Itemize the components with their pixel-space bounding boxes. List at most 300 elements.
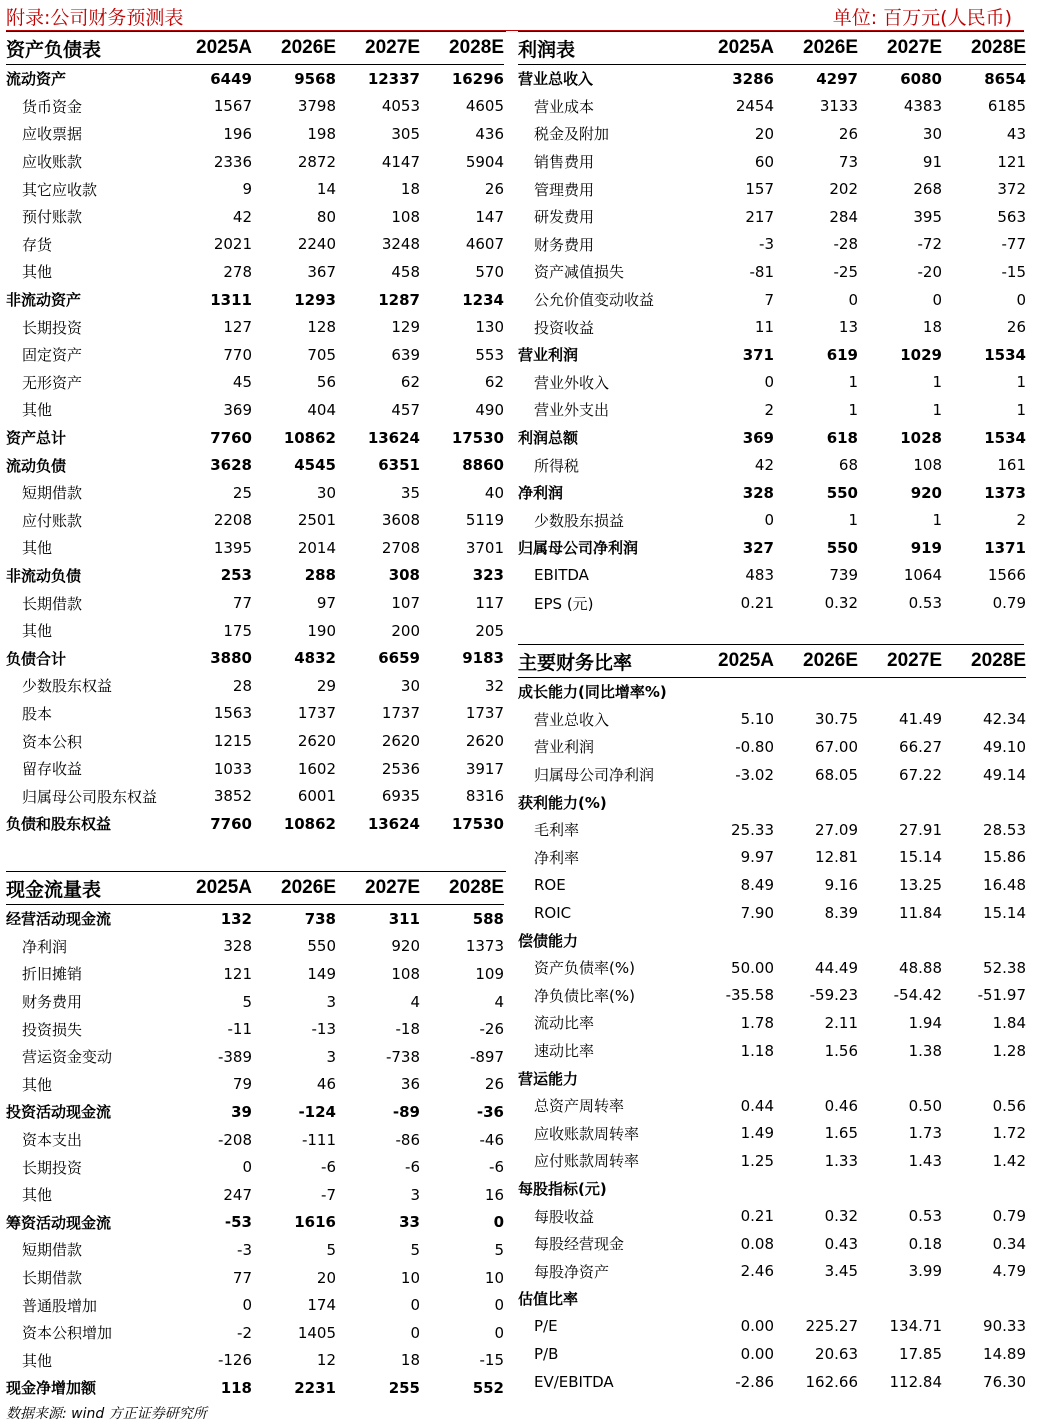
cell-value xyxy=(858,926,942,954)
row-label: 税金及附加 xyxy=(534,125,610,144)
row-label: EV/EBITDA xyxy=(534,1372,614,1391)
cell-value: 395 xyxy=(913,207,942,226)
cell-value: 3798 xyxy=(297,97,336,116)
year-header: 2028E xyxy=(420,32,504,65)
cell-value: 2872 xyxy=(297,152,336,171)
cell-value: 4.79 xyxy=(992,1262,1026,1281)
cell-value: 553 xyxy=(475,345,504,364)
section-row xyxy=(518,1175,1026,1203)
unit-label: 单位: 百万元(人民币) xyxy=(832,7,1012,29)
table-row xyxy=(6,1347,504,1375)
cell-value: -897 xyxy=(469,1047,504,1066)
cell-value xyxy=(942,1175,1026,1203)
cell-value: 490 xyxy=(475,400,504,419)
cell-value: 6185 xyxy=(987,97,1026,116)
income-statement-table xyxy=(518,32,1026,617)
cell-value: 3248 xyxy=(381,235,420,254)
cell-value: 50.00 xyxy=(731,958,774,977)
row-label: 少数股东权益 xyxy=(22,677,113,696)
cell-value: -35.58 xyxy=(725,986,774,1005)
cell-value xyxy=(858,678,942,706)
cell-value: 1737 xyxy=(381,704,420,723)
cell-value: 0.21 xyxy=(740,1207,774,1226)
table-row xyxy=(6,203,504,231)
table-row xyxy=(518,1147,1026,1175)
cell-value: 127 xyxy=(223,318,252,337)
cell-value: 0.46 xyxy=(824,1096,858,1115)
cell-value xyxy=(774,1175,858,1203)
row-label: 无形资产 xyxy=(22,373,83,392)
cell-value: 0 xyxy=(410,1296,420,1315)
cell-value: -738 xyxy=(385,1047,420,1066)
cell-value: 1737 xyxy=(465,704,504,723)
cell-value: 1 xyxy=(848,511,858,530)
cell-value: 0.79 xyxy=(992,1207,1026,1226)
cell-value: -124 xyxy=(298,1102,336,1121)
row-label: 净利润 xyxy=(22,937,68,956)
year-header: 2027E xyxy=(336,872,420,905)
table-row xyxy=(6,1126,504,1154)
cell-value: 175 xyxy=(223,621,252,640)
cell-value: 550 xyxy=(307,937,336,956)
cell-value: -25 xyxy=(833,262,858,281)
cell-value xyxy=(858,1285,942,1313)
cell-value: 162.66 xyxy=(805,1372,858,1391)
cell-value: 217 xyxy=(745,207,774,226)
cell-value: 26 xyxy=(484,1075,504,1094)
cell-value: 3.99 xyxy=(908,1262,942,1281)
table-row xyxy=(6,589,504,617)
cell-value: 16 xyxy=(484,1185,504,1204)
cell-value: 48.88 xyxy=(899,958,942,977)
row-label: 长期投资 xyxy=(22,1158,83,1177)
cell-value: 0.21 xyxy=(740,594,774,613)
cell-value: 4832 xyxy=(294,649,336,668)
cell-value: 2 xyxy=(1016,511,1026,530)
table-row xyxy=(6,507,504,535)
cell-value: 67.22 xyxy=(899,765,942,784)
cell-value: 91 xyxy=(922,152,942,171)
cell-value: 80 xyxy=(316,207,336,226)
cell-value: 68.05 xyxy=(815,765,858,784)
cell-value: 253 xyxy=(220,566,252,585)
cell-value: 8.49 xyxy=(740,875,774,894)
appendix-title: 附录:公司财务预测表 xyxy=(6,7,184,29)
cell-value: 0.50 xyxy=(908,1096,942,1115)
row-label: 营业利润 xyxy=(534,738,595,757)
cell-value: -54.42 xyxy=(893,986,942,1005)
row-label: 净负债比率(%) xyxy=(534,986,635,1005)
cell-value xyxy=(942,1285,1026,1313)
cell-value: 0 xyxy=(494,1323,504,1342)
table-row xyxy=(6,727,504,755)
row-label: 经营活动现金流 xyxy=(6,910,112,929)
cell-value: 5904 xyxy=(465,152,504,171)
cell-value xyxy=(858,1175,942,1203)
row-label: 营业成本 xyxy=(534,97,595,116)
cell-value: 62 xyxy=(400,373,420,392)
cell-value: 77 xyxy=(232,594,252,613)
cell-value: 2240 xyxy=(297,235,336,254)
cell-value: 0 xyxy=(410,1323,420,1342)
row-label: 利润总额 xyxy=(518,429,579,448)
row-label: 投资活动现金流 xyxy=(6,1103,112,1122)
cell-value: 5 xyxy=(326,1240,336,1259)
cell-value: 1.42 xyxy=(992,1151,1026,1170)
income-statement-body xyxy=(518,32,1026,617)
cell-value: 1373 xyxy=(465,937,504,956)
cell-value: -11 xyxy=(227,1020,252,1039)
cell-value: 76.30 xyxy=(983,1372,1026,1391)
table-row xyxy=(6,782,504,810)
cell-value: -3 xyxy=(237,1240,252,1259)
table-row xyxy=(518,1257,1026,1285)
cell-value: 225.27 xyxy=(805,1317,858,1336)
table-row xyxy=(6,396,504,424)
cell-value: 1.72 xyxy=(992,1124,1026,1143)
cell-value: 1 xyxy=(932,400,942,419)
row-label: 固定资产 xyxy=(22,346,83,365)
cell-value: 3608 xyxy=(381,511,420,530)
section-row xyxy=(6,424,504,452)
row-label: 营运资金变动 xyxy=(22,1048,113,1067)
table-row xyxy=(6,1043,504,1071)
year-header: 2028E xyxy=(942,32,1026,65)
cell-value: 7760 xyxy=(210,428,252,447)
table-row xyxy=(518,844,1026,872)
cell-value: 1.43 xyxy=(908,1151,942,1170)
cell-value: 436 xyxy=(475,124,504,143)
row-label: 其他 xyxy=(22,1075,53,1094)
row-label: P/E xyxy=(534,1317,558,1336)
cell-value: -20 xyxy=(917,262,942,281)
row-label: 营业总收入 xyxy=(518,70,594,89)
cell-value: 27.09 xyxy=(815,820,858,839)
cell-value: 128 xyxy=(307,318,336,337)
cell-value: 44.49 xyxy=(815,958,858,977)
table-header-row xyxy=(518,645,1026,678)
cell-value: 9 xyxy=(242,180,252,199)
table-row xyxy=(6,93,504,121)
cell-value: 109 xyxy=(475,964,504,983)
section-row xyxy=(6,65,504,93)
cell-value: 17530 xyxy=(451,428,504,447)
cell-value: 738 xyxy=(304,909,336,928)
cell-value: -15 xyxy=(479,1351,504,1370)
cell-value: 288 xyxy=(304,566,336,585)
cell-value: 205 xyxy=(475,621,504,640)
table-row xyxy=(518,258,1026,286)
row-label: 归属母公司股东权益 xyxy=(22,787,158,806)
cell-value: 14.89 xyxy=(983,1345,1026,1364)
cell-value: 149 xyxy=(307,964,336,983)
table-row xyxy=(518,982,1026,1010)
section-row xyxy=(518,678,1026,706)
balance-sheet-table xyxy=(6,32,504,838)
cell-value: 12337 xyxy=(367,69,420,88)
table-row xyxy=(518,286,1026,314)
year-header: 2026E xyxy=(774,32,858,65)
cell-value: 4 xyxy=(494,992,504,1011)
row-label: EPS (元) xyxy=(534,594,594,613)
cell-value: 0.32 xyxy=(824,1207,858,1226)
cell-value: 0 xyxy=(494,1296,504,1315)
table-row xyxy=(518,1368,1026,1396)
cell-value: -111 xyxy=(301,1130,336,1149)
cell-value: 7 xyxy=(764,290,774,309)
cell-value: -86 xyxy=(395,1130,420,1149)
cell-value: 7760 xyxy=(210,814,252,833)
cell-value: 30 xyxy=(316,483,336,502)
cell-value: -6 xyxy=(321,1158,336,1177)
cell-value: -81 xyxy=(749,262,774,281)
cell-value: 1.38 xyxy=(908,1041,942,1060)
row-label: 负债合计 xyxy=(6,649,67,668)
table-row xyxy=(518,733,1026,761)
cell-value: 739 xyxy=(829,566,858,585)
cell-value: 49.14 xyxy=(983,765,1026,784)
cell-value: 4383 xyxy=(903,97,942,116)
row-label: 应付账款 xyxy=(22,511,83,530)
cell-value: 328 xyxy=(742,483,774,502)
cell-value: 6080 xyxy=(900,69,942,88)
year-header: 2027E xyxy=(336,32,420,65)
row-label: 普通股增加 xyxy=(22,1296,98,1315)
cell-value: 0.53 xyxy=(908,1207,942,1226)
table-row xyxy=(6,700,504,728)
row-label: 每股净资产 xyxy=(534,1262,610,1281)
cell-value: -6 xyxy=(489,1158,504,1177)
table-row xyxy=(518,589,1026,617)
cell-value: 13624 xyxy=(367,814,420,833)
cell-value: -36 xyxy=(476,1102,504,1121)
cell-value xyxy=(858,1064,942,1092)
table-row xyxy=(518,148,1026,176)
cell-value: 2336 xyxy=(213,152,252,171)
cell-value: 35 xyxy=(400,483,420,502)
cell-value: 3852 xyxy=(213,787,252,806)
ratios-body xyxy=(518,645,1026,1395)
cell-value: 920 xyxy=(391,937,420,956)
cell-value: 1405 xyxy=(297,1323,336,1342)
cell-value: 13.25 xyxy=(899,875,942,894)
cell-value xyxy=(942,678,1026,706)
cell-value: -51.97 xyxy=(977,986,1026,1005)
cell-value: 1064 xyxy=(903,566,942,585)
row-label: 管理费用 xyxy=(534,180,595,199)
cell-value: 2.11 xyxy=(824,1013,858,1032)
row-label: 折旧摊销 xyxy=(22,965,83,984)
row-label: 其他 xyxy=(22,263,53,282)
cell-value xyxy=(692,926,774,954)
table-header-row xyxy=(518,32,1026,65)
cell-value: 39 xyxy=(231,1102,252,1121)
table-row xyxy=(518,231,1026,259)
cell-value: 1371 xyxy=(984,538,1026,557)
table-row xyxy=(6,1181,504,1209)
cell-value: 1.73 xyxy=(908,1124,942,1143)
cell-value: 134.71 xyxy=(889,1317,942,1336)
table-row xyxy=(6,960,504,988)
cell-value: 36 xyxy=(400,1075,420,1094)
cell-value: 20 xyxy=(316,1268,336,1287)
table-title: 现金流量表 xyxy=(6,872,170,905)
cell-value: 1.25 xyxy=(740,1151,774,1170)
cell-value: 41.49 xyxy=(899,710,942,729)
table-header-row xyxy=(6,32,504,65)
year-header: 2027E xyxy=(858,645,942,678)
row-label: 营业总收入 xyxy=(534,710,610,729)
cell-value: 457 xyxy=(391,400,420,419)
cell-value: 20.63 xyxy=(815,1345,858,1364)
row-label: 净利润 xyxy=(518,484,564,503)
row-label: 销售费用 xyxy=(534,153,595,172)
cell-value: 1 xyxy=(848,400,858,419)
cell-value: 5119 xyxy=(465,511,504,530)
cell-value: 30.75 xyxy=(815,710,858,729)
table-row xyxy=(518,899,1026,927)
section-row xyxy=(6,810,504,838)
cell-value: 108 xyxy=(391,964,420,983)
row-label: 留存收益 xyxy=(22,760,83,779)
cell-value: 2 xyxy=(764,400,774,419)
cell-value xyxy=(774,678,858,706)
year-header: 2025A xyxy=(170,872,252,905)
cell-value: 29 xyxy=(316,676,336,695)
row-label: 所得税 xyxy=(534,456,580,475)
cell-value: 10 xyxy=(400,1268,420,1287)
cell-value: 3628 xyxy=(210,456,252,475)
cell-value: 0 xyxy=(848,290,858,309)
cell-value: 563 xyxy=(997,207,1026,226)
cell-value: 46 xyxy=(316,1075,336,1094)
cell-value: 308 xyxy=(388,566,420,585)
cell-value: 1.18 xyxy=(740,1041,774,1060)
cell-value: 129 xyxy=(391,318,420,337)
cell-value: 107 xyxy=(391,594,420,613)
section-row xyxy=(518,65,1026,93)
cell-value: 404 xyxy=(307,400,336,419)
cell-value: 2231 xyxy=(294,1378,336,1397)
cell-value: 369 xyxy=(223,400,252,419)
table-row xyxy=(518,706,1026,734)
table-row xyxy=(518,175,1026,203)
cell-value: 570 xyxy=(475,262,504,281)
cell-value: 1373 xyxy=(984,483,1026,502)
cell-value: 6001 xyxy=(297,787,336,806)
year-header: 2027E xyxy=(858,32,942,65)
cell-value: 68 xyxy=(838,456,858,475)
cell-value: 1 xyxy=(1016,400,1026,419)
row-label: 应收票据 xyxy=(22,125,83,144)
year-header: 2025A xyxy=(692,32,774,65)
cell-value: 1566 xyxy=(987,566,1026,585)
cell-value: 0.08 xyxy=(740,1234,774,1253)
section-row xyxy=(6,1209,504,1237)
cell-value: 0 xyxy=(242,1296,252,1315)
row-label: 货币资金 xyxy=(22,97,83,116)
balance-sheet-body xyxy=(6,32,504,838)
cell-value: 2454 xyxy=(735,97,774,116)
cell-value: 5 xyxy=(410,1240,420,1259)
cell-value: 25.33 xyxy=(731,820,774,839)
cell-value: 5 xyxy=(242,992,252,1011)
row-label: 非流动负债 xyxy=(6,566,82,585)
cell-value: 17530 xyxy=(451,814,504,833)
table-row xyxy=(518,954,1026,982)
row-label: 资产总计 xyxy=(6,429,67,448)
cash-flow-panel xyxy=(6,872,504,1402)
cell-value xyxy=(774,926,858,954)
cell-value: 0.18 xyxy=(908,1234,942,1253)
table-row xyxy=(518,369,1026,397)
cell-value: -208 xyxy=(217,1130,252,1149)
table-title: 主要财务比率 xyxy=(518,645,692,678)
cell-value: 11.84 xyxy=(899,903,942,922)
cell-value: 8654 xyxy=(984,69,1026,88)
cell-value: 108 xyxy=(391,207,420,226)
cell-value: -126 xyxy=(217,1351,252,1370)
cell-value: 0 xyxy=(242,1158,252,1177)
row-label: 资本公积 xyxy=(22,732,83,751)
row-label: EBITDA xyxy=(534,566,589,585)
section-row xyxy=(6,905,504,933)
row-label: 负债和股东权益 xyxy=(6,815,112,834)
cell-value xyxy=(692,1285,774,1313)
cell-value: -77 xyxy=(1001,235,1026,254)
cell-value: 16.48 xyxy=(983,875,1026,894)
cell-value: 1215 xyxy=(213,732,252,751)
cell-value: 311 xyxy=(388,909,420,928)
cell-value: 1311 xyxy=(210,290,252,309)
table-row xyxy=(6,369,504,397)
table-row xyxy=(518,562,1026,590)
cell-value: 79 xyxy=(232,1075,252,1094)
cell-value: -3 xyxy=(759,235,774,254)
row-label: 长期借款 xyxy=(22,594,83,613)
row-label: 资产负债率(%) xyxy=(534,959,635,978)
table-row xyxy=(518,313,1026,341)
cell-value: 11 xyxy=(754,318,774,337)
cell-value: -89 xyxy=(392,1102,420,1121)
cell-value: 118 xyxy=(220,1378,252,1397)
cell-value: 3286 xyxy=(732,69,774,88)
table-row xyxy=(518,507,1026,535)
row-label: 偿债能力 xyxy=(518,931,579,950)
cell-value: -13 xyxy=(311,1020,336,1039)
table-row xyxy=(6,1015,504,1043)
table-row xyxy=(518,1230,1026,1258)
cell-value: 1 xyxy=(932,511,942,530)
table-row xyxy=(6,1153,504,1181)
cell-value: 200 xyxy=(391,621,420,640)
cell-value: 60 xyxy=(754,152,774,171)
table-row xyxy=(518,761,1026,789)
cell-value: 0.32 xyxy=(824,594,858,613)
table-row xyxy=(518,93,1026,121)
table-row xyxy=(6,341,504,369)
cell-value: 372 xyxy=(997,180,1026,199)
cell-value: 1534 xyxy=(984,428,1026,447)
cell-value: 1.33 xyxy=(824,1151,858,1170)
table-row xyxy=(518,1313,1026,1341)
table-row xyxy=(518,1340,1026,1368)
row-label: 其他 xyxy=(22,1351,53,1370)
cell-value: 1602 xyxy=(297,759,336,778)
cell-value: 1 xyxy=(932,373,942,392)
cell-value: -53 xyxy=(224,1213,252,1232)
cell-value: 1.94 xyxy=(908,1013,942,1032)
